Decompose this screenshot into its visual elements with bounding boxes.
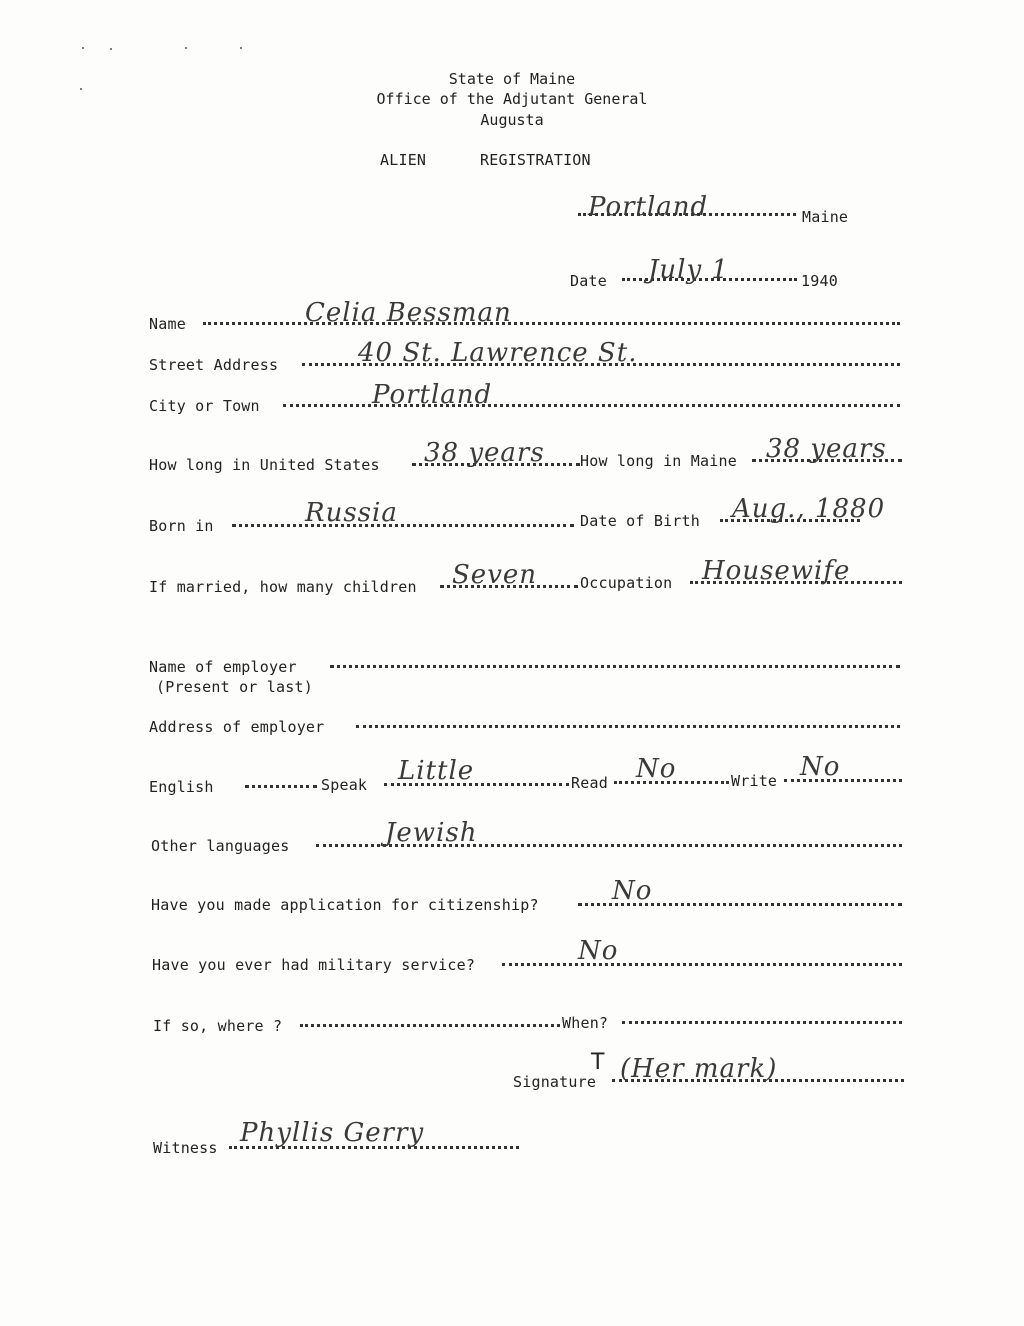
- citizenship-label: Have you made application for citizenship?: [151, 896, 539, 914]
- how-long-maine-value: 38 years: [766, 434, 887, 464]
- children-label: If married, how many children: [149, 578, 417, 596]
- citizenship-value: No: [612, 876, 653, 906]
- header-office: Office of the Adjutant General: [376, 90, 648, 108]
- read-value: No: [636, 754, 677, 784]
- name-label: Name: [149, 315, 186, 333]
- street-value: 40 St. Lawrence St.: [358, 338, 638, 368]
- title-alien: ALIEN: [380, 151, 427, 169]
- speak-value: Little: [398, 756, 475, 786]
- born-dots: [232, 524, 574, 527]
- signature-value: (Her mark): [620, 1054, 778, 1084]
- dob-label: Date of Birth: [580, 512, 700, 530]
- signature-mark: T: [591, 1050, 605, 1075]
- scan-speck: [185, 47, 187, 49]
- how-long-us-label: How long in United States: [149, 456, 380, 474]
- occupation-value: Housewife: [702, 556, 851, 586]
- city-value: Portland: [372, 380, 493, 410]
- dob-value: Aug., 1880: [732, 494, 886, 524]
- write-label: Write: [731, 772, 778, 790]
- children-value: Seven: [452, 560, 538, 590]
- date-label: Date: [570, 272, 607, 290]
- date-value: July 1: [648, 255, 729, 285]
- scan-speck: [240, 47, 242, 49]
- header-state: State of Maine: [448, 70, 576, 88]
- witness-value: Phyllis Gerry: [240, 1118, 425, 1148]
- where-label: If so, where ?: [153, 1017, 283, 1035]
- scan-speck: [82, 47, 84, 49]
- english-dots: [245, 785, 317, 788]
- date-year: 1940: [801, 272, 838, 290]
- street-label: Street Address: [149, 356, 279, 374]
- military-value: No: [578, 936, 619, 966]
- born-value: Russia: [305, 498, 398, 528]
- english-label: English: [149, 778, 214, 796]
- title-registration: REGISTRATION: [480, 151, 591, 169]
- occupation-label: Occupation: [580, 574, 673, 592]
- place-value: Portland: [588, 192, 709, 222]
- write-value: No: [800, 752, 841, 782]
- other-languages-label: Other languages: [151, 837, 290, 855]
- employer-address-label: Address of employer: [149, 718, 325, 736]
- signature-label: Signature: [513, 1073, 597, 1091]
- how-long-us-value: 38 years: [424, 438, 545, 468]
- employer-address-dots: [356, 725, 900, 728]
- city-label: City or Town: [149, 397, 260, 415]
- military-label: Have you ever had military service?: [152, 956, 476, 974]
- born-label: Born in: [149, 517, 214, 535]
- name-value: Celia Bessman: [305, 298, 512, 328]
- employer-label: Name of employer: [149, 658, 297, 676]
- military-dots: [502, 963, 902, 966]
- speak-label: Speak: [321, 776, 368, 794]
- when-label: When?: [562, 1014, 609, 1032]
- read-label: Read: [571, 774, 608, 792]
- employer-sublabel: (Present or last): [156, 678, 313, 696]
- where-dots: [300, 1024, 560, 1027]
- scan-speck: [110, 48, 112, 50]
- employer-dots: [330, 665, 900, 668]
- header-city: Augusta: [480, 111, 544, 129]
- when-dots: [622, 1021, 902, 1024]
- how-long-maine-label: How long in Maine: [580, 452, 737, 470]
- other-languages-value: Jewish: [385, 818, 478, 848]
- witness-label: Witness: [153, 1139, 218, 1157]
- place-suffix: Maine: [802, 208, 849, 226]
